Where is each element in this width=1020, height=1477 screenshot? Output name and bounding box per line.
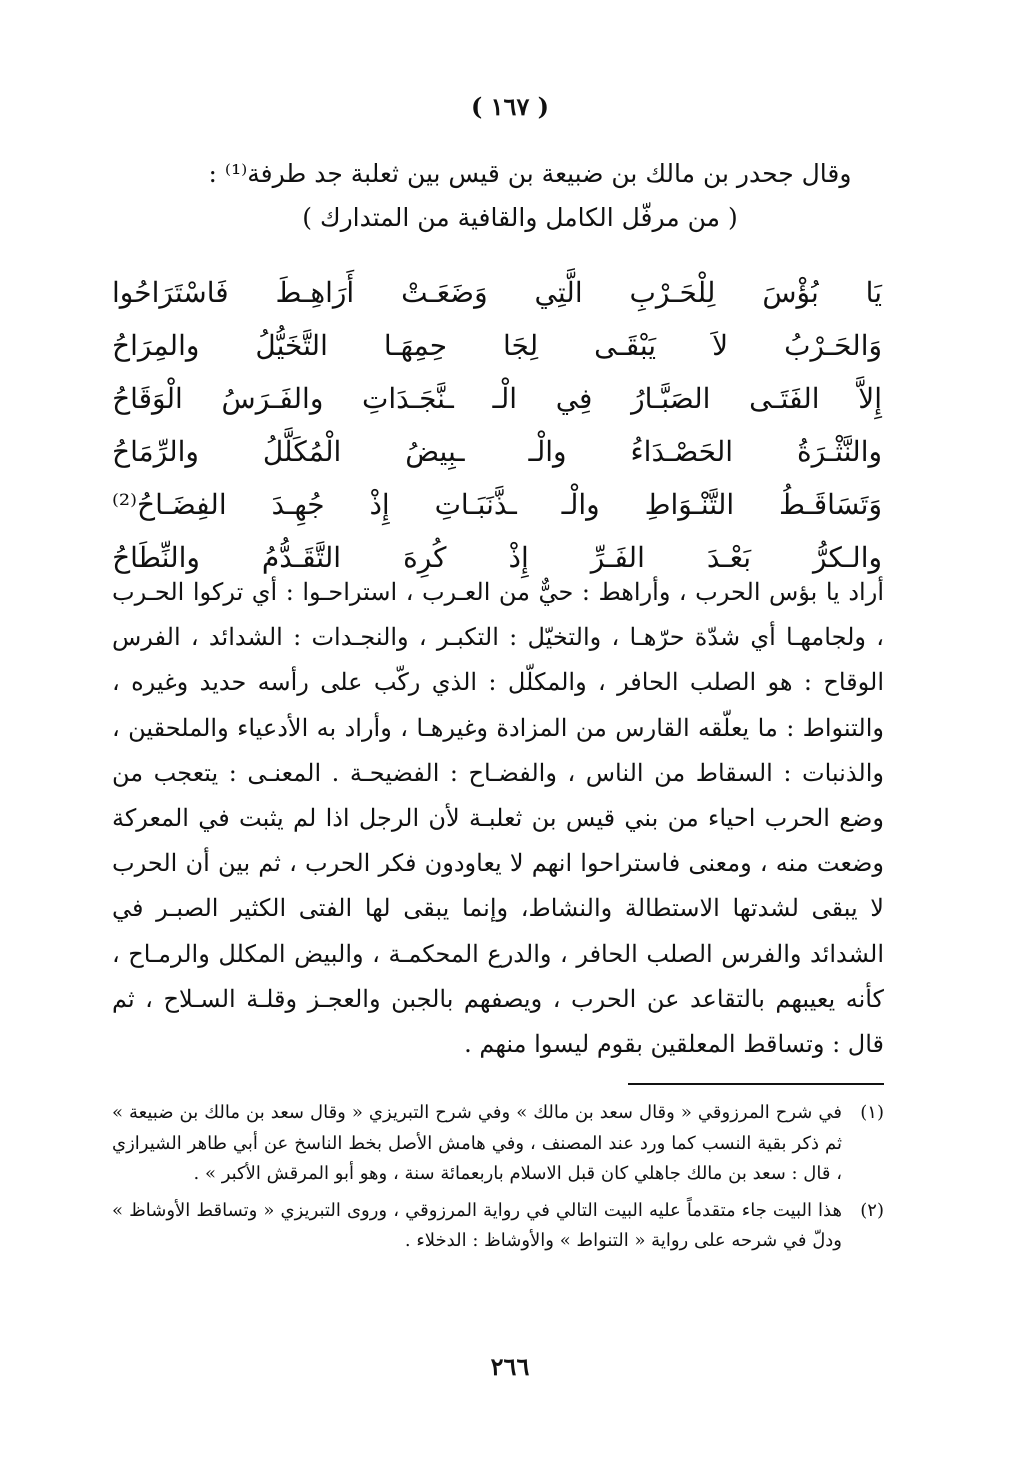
verse-word: الصَبَّـارُ [631,382,711,415]
verse-word: فَاسْتَرَاحُوا [112,276,229,309]
footnote-number: (١) [860,1102,884,1123]
verse-word: وَتَسَاقَـطُ [779,488,882,521]
footnote-1 [112,1098,884,1190]
poem-introduction: وقال جحدر بن مالك بن ضبيعة بن قيس بين ثعلبة جد طرفة⁽¹⁾ : [208,159,852,188]
footnote-2 [112,1196,884,1257]
verse-word: إِذْ [369,488,390,521]
verse-word: وَالحَـرْبُ [784,329,882,362]
page-number: ٢٦٦ [490,1352,530,1381]
verse-word: الْمُكَلَّلُ [262,435,342,468]
verse-word: لِلْحَـرْبِ [629,276,716,309]
poem-number: ( ١٦٧ ) [470,92,550,121]
footnote-number: (٢) [860,1199,884,1221]
poem-verses [112,266,882,584]
verse-word: فِي [555,382,593,415]
verse-word: ـبِيضُ [405,435,465,468]
verse-word: إِذْ [508,541,529,574]
verse-word: التَّنْـوَاطِ [644,488,735,521]
verse-word: جُهِـدَ [271,488,325,521]
verse-word: الَّتِي [534,276,583,309]
footnote-text: في شرح المرزوقي « وقال سعد بن مالك » وفي شرح التبريزي « وقال سعد بن مالك بن ضبيعة » ثم ذكر بقية النسب كما ورد عند المصنف ، وفي هامش الأصل بخط الناسخ عن أبي طاهر الشيرازي ، قال : سعد بن مالك جاهلي كان قبل الاسلام باربعمائة سنة ، وهو أبو المرقش الأكبر » . [112,1102,842,1184]
verse-word: ـنَّجَـدَاتِ [362,382,454,415]
verse-line-5 [112,478,882,531]
footnote-text: هذا البيت جاء متقدماً عليه البيت التالي في رواية المرزوقي ، وروى التبريزي « وتساقط الأوشاظ » ودلّ في شرحه على رواية « التنواط » والأوشاظ : الدخلاء . [112,1199,842,1251]
verse-word: إِلاَّ [858,382,882,415]
meter-note: ( من مرفّل الكامل والقافية من المتدارك ) [302,203,738,232]
verse-word: حِمِهَـا [383,329,448,362]
verse-word: لاَ [712,329,729,362]
verse-word: الفَتَـى [749,382,820,415]
verse-word: الفِضَـاحُ⁽²⁾ [112,488,227,521]
verse-line-2 [112,319,882,372]
footnote-separator [628,1083,884,1085]
commentary [112,570,884,1067]
verse-word: والرِّمَاحُ [112,435,199,468]
verse-word: ـذَّنَبَـاتِ [434,488,517,521]
verse-word: والفَـرَسُ [221,382,324,415]
verse-word: الحَصْـدَاءُ [630,435,734,468]
commentary-paragraph: أراد يا بؤس الحرب ، وأراهط : حيٌّ من العـرب ، استراحـوا : أي تركوا الحـرب ، ولجامهـا أي شدّة حرّهـا ، والتخيّل : التكبـر ، والنجـدات : الشدائد ، الفرس الوقاح : هو الصلب الحافر ، والمكلّل : الذي ركّب على رأسه حديد وغيره ، والتنواط : ما يعلّقه القارس من المزادة وغيرهـا ، وأراد به الأدعياء والملحقين ، والذنبات : السقاط من الناس ، والفضـاح : الفضيحـة . المعنـى : يتعجب من وضع الحرب احياء من بني قيس بن ثعلبـة لأن الرجل اذا لم يثبت في المعركة وضعت منه ، ومعنى فاستراحوا انهم لا يعاودون فكر الحرب ، ثم بين أن الحرب لا يبقى لشدتها الاستطالة والنشاط، وإنما يبقى لها الفتى الكثير الصبـر في الشدائد والفرس الصلب الحافر ، والدرع المحكمـة ، والبيض المكلل والرمـاح ، كأنه يعيبهم بالتقاعد عن الحرب ، ويصفهم بالجبن والعجـز وقلـة السـلاح ، ثم قال : وتساقط المعلقين بقوم ليسوا منهم . [112,578,884,1059]
verse-word: يَبْقَـى [594,329,657,362]
verse-line-3 [112,372,882,425]
verse-word: والمِرَاحُ [112,329,200,362]
footnotes [112,1098,884,1263]
verse-word: والنَّثْـرَةُ [796,435,882,468]
verse-word: يَا [865,276,882,309]
verse-word: التَّخَيُّلُ [255,329,328,362]
verse-word: والْـ [561,488,600,521]
verse-line-1 [112,266,882,319]
verse-word: أَرَاهِـطَ [275,276,355,309]
verse-word: والـكرُّ [813,541,882,574]
verse-word: والنِّطَاحُ [112,541,200,574]
verse-word: بُؤْسَ [762,276,819,309]
verse-word: لِجَا [503,329,539,362]
verse-word: كُرِهَ [403,541,447,574]
verse-word: الْوَقَاحُ [112,382,183,415]
verse-word: الْـ [492,382,517,415]
verse-word: التَّقَـدُّمُ [261,541,342,574]
verse-word: الفَـرِّ [590,541,645,574]
verse-line-4 [112,425,882,478]
verse-word: بَعْـدَ [706,541,752,574]
verse-word: وَضَعَـتْ [401,276,488,309]
verse-word: والْـ [528,435,567,468]
